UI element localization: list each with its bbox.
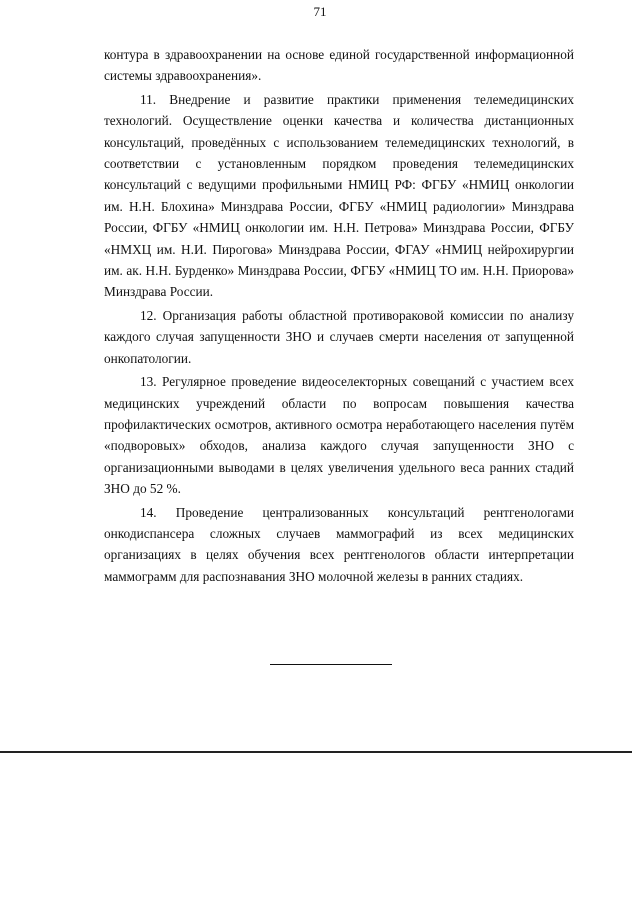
document-body <box>104 44 574 589</box>
paragraph-item-13: 13. Регулярное проведение видеоселекторных совещаний с участием всех медицинских учреждений области по вопросам повышения качества профилактических осмотров, активного осмотра неработающего населения путём «подворовых» обходов, анализа каждого случая запущенности ЗНО с организационными выводами в целях увеличения удельного веса ранних стадий ЗНО до 52 %. <box>104 374 574 497</box>
paragraph-item-14: 14. Проведение централизованных консультаций рентгенологами онкодиспансера сложных случаев маммографий из всех медицинских организациях в целях обучения всех рентгенологов области интерпретации маммограмм для распознавания ЗНО молочной железы в ранних стадиях. <box>104 504 574 584</box>
paragraph-continued: контура в здравоохранении на основе единой государственной информационной системы здравоохранения». <box>104 47 574 84</box>
end-of-text-rule <box>270 664 392 665</box>
paragraph-item-12: 12. Организация работы областной противораковой комиссии по анализу каждого случая запущенности ЗНО и случаев смерти населения от запущенной онкопатологии. <box>104 307 574 366</box>
scan-edge-line <box>0 751 632 753</box>
paragraph-item-11: 11. Внедрение и развитие практики применения телемедицинских технологий. Осуществление оценки качества и количества дистанционных консультаций, проведённых с использованием телемедицинских технологий, в соответствии с установленным порядком проведения телемедицинских консультаций с ведущими профильными НМИЦ РФ: ФГБУ «НМИЦ онкологии им. Н.Н. Блохина» Минздрава России, ФГБУ «НМИЦ радиологии» Минздрава России, ФГБУ «НМИЦ онкологии им. Н.Н. Петрова» Минздрава России, ФГБУ «НМХЦ им. Н.И. Пирогова» Минздрава России, ФГАУ «НМИЦ нейрохирургии им. ак. Н.Н. Бурденко» Минздрава России, ФГБУ «НМИЦ ТО им. Н.Н. Приорова» Минздрава России. <box>104 91 574 300</box>
page-number: 71 <box>313 4 327 19</box>
